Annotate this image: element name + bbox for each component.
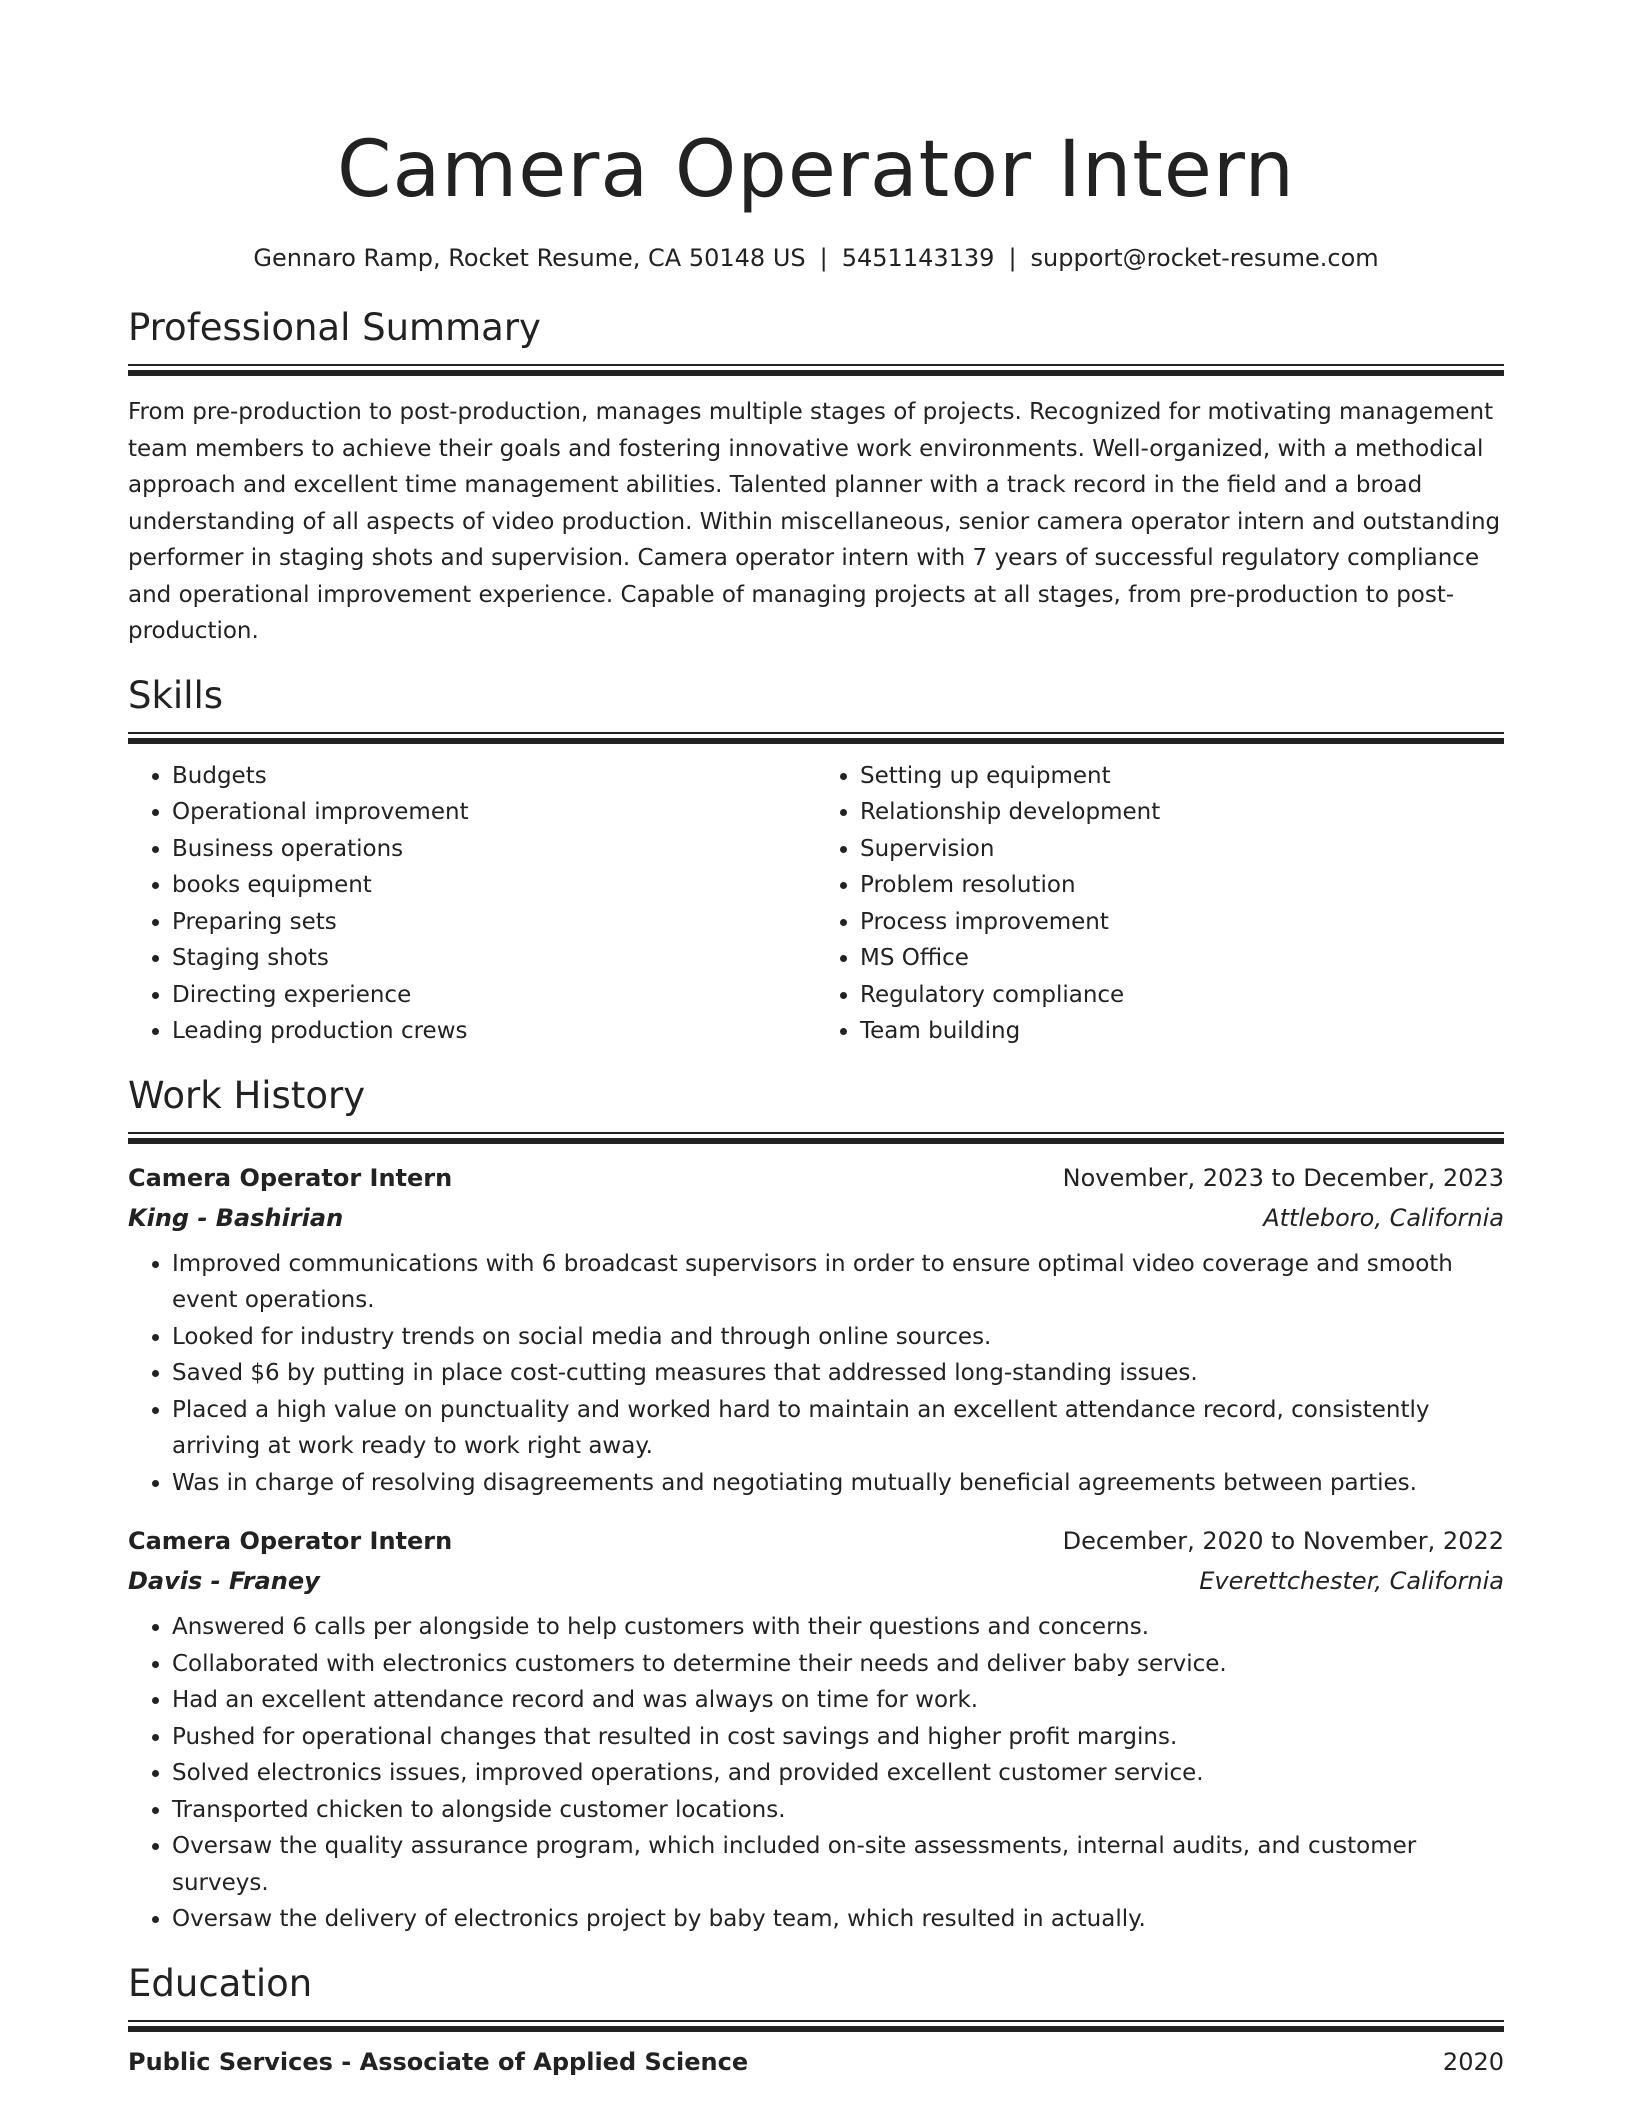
summary-section bbox=[128, 304, 1504, 650]
job-title: Camera Operator Intern bbox=[128, 1163, 453, 1192]
job-location: Everettchester, California bbox=[1199, 1567, 1504, 1595]
section-divider bbox=[128, 364, 1504, 376]
summary-text: From pre-production to post-production, manages multiple stages of projects. Recognized for motivating management team members to achieve their goals and fostering innovative work environments. Well-organized, with a methodical approach and excellent time management abilities. Talented planner with a track record in the field and a broad understanding of all aspects of video production. Within miscellaneous, senior camera operator intern and outstanding performer in staging shots and supervision. Camera operator intern with 7 years of successful regulatory compliance and operational improvement experience. Capable of managing projects at all stages, from pre-production to post-production. bbox=[128, 399, 1501, 644]
education-heading: Education bbox=[128, 1961, 313, 2005]
education-year: 2020 bbox=[1442, 2047, 1504, 2076]
job-bullets bbox=[128, 1609, 1504, 1938]
job-subheader bbox=[128, 1561, 1504, 1601]
skill-item: • Regulatory compliance bbox=[860, 977, 1504, 1014]
skill-item: • Leading production crews bbox=[172, 1013, 816, 1050]
skills-section bbox=[128, 672, 1504, 1050]
skill-item: • Business operations bbox=[172, 831, 816, 868]
skill-item: • Team building bbox=[860, 1013, 1504, 1050]
job-bullet: • Solved electronics issues, improved operations, and provided excellent customer service. bbox=[172, 1755, 1504, 1792]
contact-phone: 5451143139 bbox=[841, 244, 995, 272]
skill-item: • Process improvement bbox=[860, 904, 1504, 941]
page-title: Camera Operator Intern bbox=[337, 125, 1295, 215]
job-entry bbox=[128, 1521, 1504, 1938]
job-bullet: • Had an excellent attendance record and was always on time for work. bbox=[172, 1682, 1504, 1719]
section-divider bbox=[128, 732, 1504, 744]
skills-left-list bbox=[128, 758, 816, 1050]
job-dates: November, 2023 to December, 2023 bbox=[1062, 1163, 1504, 1192]
job-company: Davis - Franey bbox=[128, 1567, 320, 1595]
skills-columns bbox=[128, 758, 1504, 1050]
job-bullet: • Oversaw the quality assurance program, which included on-site assessments, internal audits, and customer surveys. bbox=[172, 1828, 1504, 1901]
work-section bbox=[128, 1072, 1504, 1938]
job-header bbox=[128, 1158, 1504, 1198]
skill-item: • Staging shots bbox=[172, 940, 816, 977]
job-bullet: • Was in charge of resolving disagreements and negotiating mutually beneficial agreements between parties. bbox=[172, 1465, 1504, 1502]
skill-item: • books equipment bbox=[172, 867, 816, 904]
skills-right-list bbox=[816, 758, 1504, 1050]
contact-line bbox=[128, 242, 1504, 274]
job-bullet: • Transported chicken to alongside customer locations. bbox=[172, 1792, 1504, 1829]
skill-item: • Directing experience bbox=[172, 977, 816, 1014]
skills-heading: Skills bbox=[128, 673, 224, 717]
skill-item: • Setting up equipment bbox=[860, 758, 1504, 795]
skill-item: • Budgets bbox=[172, 758, 816, 795]
job-title: Camera Operator Intern bbox=[128, 1527, 453, 1555]
job-company: King - Bashirian bbox=[128, 1203, 344, 1232]
section-divider bbox=[128, 2020, 1504, 2032]
job-header bbox=[128, 1521, 1504, 1561]
job-bullet: • Oversaw the delivery of electronics project by baby team, which resulted in actually. bbox=[172, 1901, 1504, 1938]
skill-item: • Supervision bbox=[860, 831, 1504, 868]
job-bullet: • Placed a high value on punctuality and worked hard to maintain an excellent attendance record, consistently arriving at work ready to work right away. bbox=[172, 1392, 1504, 1465]
job-bullet: • Looked for industry trends on social media and through online sources. bbox=[172, 1319, 1504, 1356]
contact-separator: | bbox=[1008, 244, 1017, 272]
job-bullets bbox=[128, 1246, 1504, 1502]
skill-item: • Relationship development bbox=[860, 794, 1504, 831]
skill-item: • Problem resolution bbox=[860, 867, 1504, 904]
job-dates: December, 2020 to November, 2022 bbox=[1062, 1527, 1504, 1555]
job-bullet: • Collaborated with electronics customers to determine their needs and deliver baby service. bbox=[172, 1646, 1504, 1683]
contact-separator: | bbox=[819, 244, 828, 272]
contact-email: support@rocket-resume.com bbox=[1030, 244, 1379, 272]
job-bullet: • Improved communications with 6 broadcast supervisors in order to ensure optimal video coverage and smooth event operations. bbox=[172, 1246, 1504, 1319]
summary-heading: Professional Summary bbox=[128, 306, 541, 349]
section-divider bbox=[128, 1132, 1504, 1144]
skill-item: • Preparing sets bbox=[172, 904, 816, 941]
job-location: Attleboro, California bbox=[1263, 1203, 1504, 1232]
skill-item: • MS Office bbox=[860, 940, 1504, 977]
job-bullet: • Pushed for operational changes that resulted in cost savings and higher profit margins. bbox=[172, 1719, 1504, 1756]
education-entry bbox=[128, 2042, 1504, 2082]
skill-item: • Operational improvement bbox=[172, 794, 816, 831]
job-bullet: • Answered 6 calls per alongside to help customers with their questions and concerns. bbox=[172, 1609, 1504, 1646]
job-entry bbox=[128, 1158, 1504, 1502]
education-degree: Public Services - Associate of Applied Science bbox=[128, 2047, 749, 2076]
job-bullet: • Saved $6 by putting in place cost-cutting measures that addressed long-standing issues. bbox=[172, 1355, 1504, 1392]
education-section bbox=[128, 1960, 1504, 2082]
work-heading: Work History bbox=[128, 1073, 366, 1117]
contact-address: Gennaro Ramp, Rocket Resume, CA 50148 US bbox=[253, 244, 806, 272]
job-subheader bbox=[128, 1198, 1504, 1238]
